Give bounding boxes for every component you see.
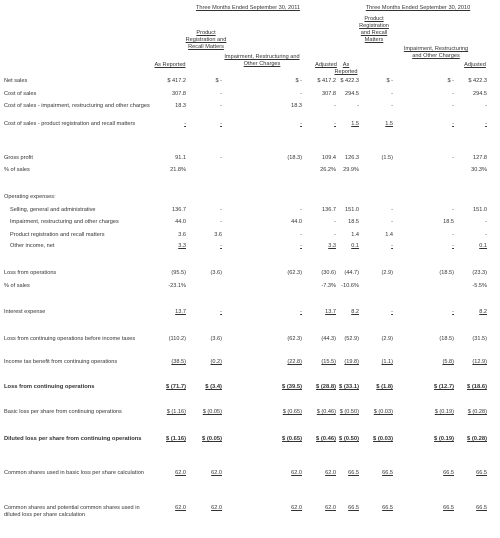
row-value: 18.3 [175,103,186,109]
col-2011-as-reported-header: As Reported [154,62,186,68]
row-value: $ (33.1) [339,384,359,390]
row-label: Income tax benefit from continuing operations [4,359,118,365]
row-value: 30.3% [471,167,487,173]
row-value: $ (71.7) [166,384,186,390]
row-value: - [220,219,222,225]
row-value: 66.5 [382,505,393,511]
row-value: - [452,309,454,315]
row-value: - [391,207,393,213]
row-value: - [485,232,487,238]
row-value: - [452,121,454,127]
row-value: - [220,121,222,127]
col-2010-product-registration-header: Product Registration and Recall Matters [359,16,389,43]
row-value: 66.5 [348,470,359,476]
row-value: (2.9) [381,336,393,342]
row-value: - [391,309,393,315]
row-label: Selling, general and administrative [10,207,96,213]
row-value: - [334,232,336,238]
row-value: 66.5 [476,505,487,511]
col-2010-as-reported-header: As Reported [334,62,358,75]
row-value: (18.5) [439,270,454,276]
row-label: Cost of sales - product registration and recall matters [4,121,136,127]
row-value: 62.0 [291,470,302,476]
row-value: 66.5 [443,505,454,511]
row-value: 3.6 [178,232,186,238]
row-value: (52.9) [344,336,359,342]
period-2011-header: Three Months Ended September 30, 2011 [195,5,301,11]
row-value: - [334,121,336,127]
row-value: - [300,207,302,213]
row-value: $ (0.50) [339,409,359,415]
row-value: $ (1.16) [166,409,186,415]
row-label: Loss from continuing operations [4,384,95,390]
row-value: 294.5 [345,91,359,97]
col-2011-adjusted-header: Adjusted [315,62,337,68]
row-value: (3.6) [210,336,222,342]
row-label: Common shares used in basic loss per share calculation [4,470,144,476]
row-value: - [357,103,359,109]
row-value: - [485,103,487,109]
row-value: $ (0.03) [373,409,393,415]
row-value: 3.3 [178,243,186,249]
row-value: $ (0.19) [434,436,454,442]
row-value: - [391,91,393,97]
row-value: $ 417.2 [317,78,336,84]
row-value: 1.5 [385,121,393,127]
row-value: 1.5 [351,121,359,127]
row-value: 294.5 [473,91,487,97]
row-label: Impairment, restructuring and other charges [10,219,119,225]
row-value: - [334,219,336,225]
row-value: -7.3% [321,283,336,289]
row-value: 62.0 [325,505,336,511]
row-value: 136.7 [322,207,336,213]
row-value: $ (1.16) [166,436,186,442]
row-value: (62.3) [287,336,302,342]
row-value: 66.5 [348,505,359,511]
row-value: 62.0 [211,505,222,511]
row-value: 307.8 [322,91,336,97]
row-value: - [452,243,454,249]
row-value: (1.1) [381,359,393,365]
row-value: 1.4 [385,232,393,238]
row-label: Loss from operations [4,270,57,276]
row-value: (0.2) [210,359,222,365]
row-value: $ (0.28) [467,436,487,442]
period-2010-header: Three Months Ended September 30, 2010 [365,5,471,11]
row-value: - [300,309,302,315]
row-value: 136.7 [172,207,186,213]
row-value: 18.5 [443,219,454,225]
row-value: 62.0 [325,470,336,476]
row-value: (18.5) [439,336,454,342]
row-label: Other income, net [10,243,55,249]
row-value: 3.6 [214,232,222,238]
row-value: - [452,232,454,238]
row-value: (15.5) [321,359,336,365]
row-label: Product registration and recall matters [10,232,105,238]
row-value: (3.6) [210,270,222,276]
row-value: $ (0.19) [434,409,454,415]
row-value: 0.1 [479,243,487,249]
col-2011-impairment-header: Impairment, Restructuring and Other Charges [224,54,300,67]
row-value: -5.5% [472,283,487,289]
row-value: 66.5 [476,470,487,476]
row-value: - [220,309,222,315]
row-value: (23.3) [472,270,487,276]
row-value: (2.9) [381,270,393,276]
row-value: - [300,243,302,249]
row-value: 91.1 [175,155,186,161]
row-value: - [300,121,302,127]
row-value: (19.8) [344,359,359,365]
row-label: Cost of sales [4,91,37,97]
row-value: - [452,207,454,213]
row-value: 151.0 [345,207,359,213]
row-value: (5.8) [442,359,454,365]
row-value: $ 417.2 [167,78,186,84]
row-value: $ (0.65) [282,409,302,415]
row-value: $ (0.50) [339,436,359,442]
row-value: $ 422.3 [340,78,359,84]
row-label: % of sales [4,283,30,289]
row-value: (1.5) [381,155,393,161]
row-value: - [220,207,222,213]
row-value: (44.3) [321,336,336,342]
row-value: (18.3) [287,155,302,161]
row-value: - [391,219,393,225]
row-label: Net sales [4,78,28,84]
row-value: $ (0.28) [467,409,487,415]
row-value: $ (0.05) [202,436,222,442]
row-value: 62.0 [211,470,222,476]
row-value: - [391,103,393,109]
row-value: $ (39.5) [282,384,302,390]
row-value: - [334,103,336,109]
row-value: $ (18.6) [467,384,487,390]
row-value: 18.5 [348,219,359,225]
row-value: 307.8 [172,91,186,97]
row-value: 13.7 [325,309,336,315]
row-value: - [391,243,393,249]
row-value: - [485,219,487,225]
row-value: 151.0 [473,207,487,213]
col-2011-product-registration-header: Product Registration and Recall Matters [185,30,227,50]
row-label: Operating expenses: [4,194,56,200]
row-value: 13.7 [175,309,186,315]
row-value: 26.2% [320,167,336,173]
row-value: 3.3 [328,243,336,249]
row-value: $ (1.8) [376,384,393,390]
row-value: 8.2 [351,309,359,315]
row-value: 44.0 [175,219,186,225]
row-value: (30.6) [321,270,336,276]
row-label: Interest expense [4,309,46,315]
col-2010-adjusted-header: Adjusted [464,62,486,68]
row-value: (12.9) [472,359,487,365]
row-value: $ - [295,78,302,84]
row-value: (95.5) [171,270,186,276]
row-value: (31.5) [472,336,487,342]
row-value: 62.0 [175,470,186,476]
row-value: 29.9% [343,167,359,173]
row-value: $ (28.8) [316,384,336,390]
row-value: 126.3 [345,155,359,161]
row-label: Common shares and potential common shares used in diluted loss per share calculation [4,505,140,518]
row-value: -23.1% [168,283,186,289]
row-value: (44.7) [344,270,359,276]
row-value: - [220,155,222,161]
row-label: Gross profit [4,155,33,161]
row-value: 109.4 [322,155,336,161]
row-value: $ (12.7) [434,384,454,390]
row-label: Cost of sales - impairment, restructuring and other charges [4,103,150,109]
row-label: % of sales [4,167,30,173]
row-value: - [452,155,454,161]
row-value: 1.4 [351,232,359,238]
row-value: 21.8% [170,167,186,173]
row-value: 0.1 [351,243,359,249]
col-2010-impairment-header: Impairment, Restructuring and Other Charges [403,46,469,59]
row-value: $ 422.3 [468,78,487,84]
row-value: - [300,232,302,238]
row-value: 62.0 [175,505,186,511]
row-value: - [220,243,222,249]
row-value: $ (0.65) [282,436,302,442]
row-value: - [220,91,222,97]
row-value: - [452,91,454,97]
row-value: $ (3.4) [205,384,222,390]
row-value: $ (0.05) [202,409,222,415]
row-value: $ - [447,78,454,84]
row-value: $ (0.03) [373,436,393,442]
row-label: Diluted loss per share from continuing operations [4,436,142,442]
row-value: (38.5) [171,359,186,365]
row-value: 44.0 [291,219,302,225]
row-value: - [184,121,186,127]
row-value: (110.2) [168,336,186,342]
row-value: (22.8) [287,359,302,365]
row-value: 8.2 [479,309,487,315]
row-value: -10.6% [341,283,359,289]
row-value: $ - [215,78,222,84]
row-label: Basic loss per share from continuing operations [4,409,122,415]
row-value: $ (0.46) [316,409,336,415]
row-value: 66.5 [382,470,393,476]
row-value: - [220,103,222,109]
row-value: (62.3) [287,270,302,276]
row-label: Loss from continuing operations before income taxes [4,336,136,342]
row-value: 66.5 [443,470,454,476]
row-value: - [452,103,454,109]
row-value: - [485,121,487,127]
row-value: $ (0.46) [316,436,336,442]
row-value: 127.8 [473,155,487,161]
row-value: 18.3 [291,103,302,109]
row-value: $ - [386,78,393,84]
row-value: 62.0 [291,505,302,511]
row-value: - [300,91,302,97]
